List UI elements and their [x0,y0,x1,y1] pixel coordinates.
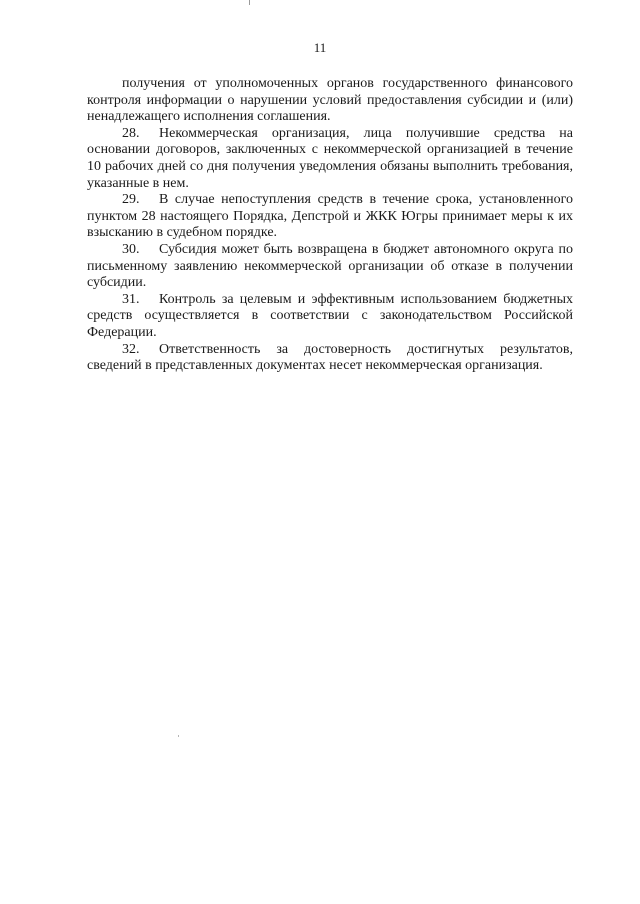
paragraph-28 [87,126,573,192]
paragraph-continuation [87,76,573,126]
scan-artifact [249,0,250,5]
paragraph-30 [87,242,573,292]
scan-artifact [178,735,179,737]
paragraph-text: Контроль за целевым и эффективным использованием бюджетных средств осуществляется в соответствии с законодательством Российской Федерации. [87,291,573,340]
page-number: 11 [313,40,327,55]
document-body [87,76,573,375]
paragraph-32 [87,342,573,375]
paragraph-text: Некоммерческая организация, лица получившие средства на основании договоров, заключенных с некоммерческой организацией в течение 10 рабочих дней со дня получения уведомления обязаны выполнить требования, указанные в нем. [87,125,573,191]
paragraph-number: 31. [122,291,140,307]
paragraph-29 [87,192,573,242]
paragraph-number: 29. [122,192,140,208]
paragraph-number: 30. [122,241,140,257]
paragraph-text: получения от уполномоченных органов государственного финансового контроля информации о нарушении условий предоставления субсидии и (или) ненадлежащего исполнения соглашения. [87,76,573,125]
paragraph-number: 32. [122,341,140,357]
paragraph-text: Субсидия может быть возвращена в бюджет автономного округа по письменному заявлению некоммерческой организации об отказе в получении субсидии. [87,241,573,291]
paragraph-31 [87,292,573,342]
paragraph-text: В случае непоступления средств в течение срока, установленного пунктом 28 настоящего Порядка, Депстрой и ЖКК Югры принимает меры к их взысканию в судебном порядке. [87,192,573,241]
paragraph-number: 28. [122,125,140,141]
paragraph-text: Ответственность за достоверность достигнутых результатов, сведений в представленных документах несет некоммерческая организация. [87,341,573,374]
